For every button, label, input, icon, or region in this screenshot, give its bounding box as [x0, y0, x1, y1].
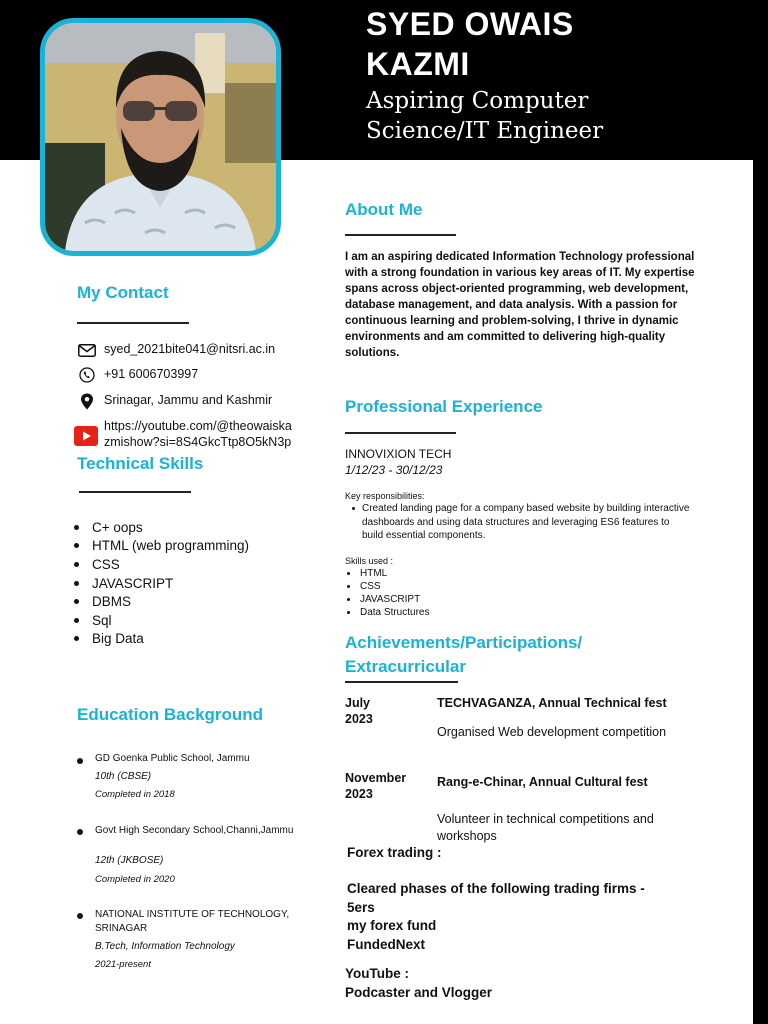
education-school: GD Goenka Public School, Jammu: [95, 753, 250, 764]
achievement-month: July: [345, 696, 371, 710]
experience-heading: Professional Experience: [345, 397, 543, 416]
skills-list: [74, 518, 249, 648]
experience-divider: [345, 432, 456, 434]
achievements-divider: [345, 681, 458, 683]
forex-block: [347, 880, 645, 954]
education-level: 10th (CBSE): [95, 771, 152, 782]
experience-dates: 1/12/23 - 30/12/23: [345, 463, 443, 477]
skill-item: Sql: [74, 611, 249, 630]
contact-divider: [77, 322, 189, 324]
skills-used-item: HTML: [347, 567, 429, 580]
achievement-year: 2023: [345, 787, 373, 801]
education-level: 12th (JKBOSE): [95, 855, 164, 866]
achievement-year: 2023: [345, 712, 373, 726]
achievement-date: [345, 770, 406, 802]
contact-email[interactable]: syed_2021bite041@nitsri.ac.in: [104, 342, 276, 356]
forex-firm: my forex fund: [347, 918, 437, 933]
contact-phone[interactable]: +91 6006703997: [104, 367, 199, 381]
skill-item: HTML (web programming): [74, 537, 249, 556]
skill-item: DBMS: [74, 592, 249, 611]
education-item: [77, 752, 250, 802]
skills-heading: Technical Skills: [77, 454, 204, 473]
contact-location: Srinagar, Jammu and Kashmir: [104, 393, 273, 407]
youtube-link-line-1: https://youtube.com/@theowaiska: [104, 419, 292, 433]
contact-youtube-link[interactable]: [104, 418, 292, 450]
education-item: [77, 824, 293, 887]
bullet-dot: [77, 913, 83, 919]
responsibilities-label: Key responsibilities:: [345, 491, 425, 501]
education-status: 2021-present: [95, 959, 151, 970]
contact-phone-row: [76, 366, 198, 384]
skills-used-item: CSS: [347, 580, 429, 593]
skill-item: Big Data: [74, 630, 249, 649]
name-line-1: SYED OWAIS: [366, 6, 574, 42]
skill-item: JAVASCRIPT: [74, 574, 249, 593]
achievement-month: November: [345, 771, 407, 785]
profile-photo: [40, 18, 281, 256]
skills-divider: [79, 491, 191, 493]
role-title: [366, 86, 603, 146]
education-status: Completed in 2020: [95, 874, 175, 885]
education-school-line-1: NATIONAL INSTITUTE OF TECHNOLOGY,: [95, 909, 290, 920]
education-status: Completed in 2018: [95, 789, 175, 800]
achievements-heading: [345, 631, 582, 679]
about-paragraph: I am an aspiring dedicated Information Technology professional with a strong foundation in various key areas of IT. My expertise spans across object-oriented programming, web development, database management, and data analysis. With a passion for continuous learning and problem-solving, I thrive in dynamic environments and am committed to delivering high-quality solutions.: [345, 251, 695, 359]
education-item: [77, 908, 289, 972]
achievement-date: [345, 695, 373, 727]
skill-item: C+ oops: [74, 518, 249, 537]
experience-company: INNOVIXION TECH: [345, 447, 452, 461]
youtube-description: Podcaster and Vlogger: [345, 984, 493, 1000]
forex-label: Forex trading :: [347, 845, 442, 860]
contact-heading: My Contact: [77, 283, 169, 302]
achievements-heading-line-2: Extracurricular: [345, 657, 466, 676]
location-pin-icon: [76, 392, 98, 410]
skills-used-list: [347, 567, 429, 619]
phone-icon: [76, 366, 98, 384]
contact-email-row: [76, 341, 275, 359]
education-school: Govt High Secondary School,Channi,Jammu: [95, 825, 294, 836]
responsibility-item: Created landing page for a company based website by building interactive dashboards and using data structures and leveraging ES6 features to build essential components.: [362, 502, 692, 543]
education-level: B.Tech, Information Technology: [95, 941, 235, 952]
youtube-label: YouTube :: [345, 966, 409, 981]
about-heading: About Me: [345, 200, 423, 219]
email-icon: [76, 341, 98, 359]
profile-photo-illustration: [45, 23, 276, 251]
bullet-dot: [77, 758, 83, 764]
forex-firm: FundedNext: [347, 936, 426, 952]
skills-used-label: Skills used :: [345, 556, 394, 566]
forex-description: Cleared phases of the following trading firms -: [347, 881, 645, 896]
youtube-block: [345, 965, 492, 1002]
role-line-2: Science/IT Engineer: [366, 118, 604, 144]
youtube-icon: [74, 426, 98, 446]
role-line-1: Aspiring Computer: [366, 88, 589, 114]
achievements-heading-line-1: Achievements/Participations/: [345, 633, 583, 652]
about-divider: [345, 234, 456, 236]
contact-youtube-row: [74, 418, 292, 450]
forex-firm: 5ers: [347, 899, 375, 915]
achievement-title: Rang-e-Chinar, Annual Cultural fest: [437, 775, 648, 789]
bullet-dot: [77, 829, 83, 835]
contact-location-row: [76, 392, 272, 410]
skills-used-item: JAVASCRIPT: [347, 593, 429, 606]
education-heading: Education Background: [77, 705, 264, 724]
skill-item: CSS: [74, 555, 249, 574]
education-school-line-2: SRINAGAR: [95, 923, 148, 934]
achievement-description: Organised Web development competition: [437, 725, 667, 739]
youtube-link-line-2: zmishow?si=8S4GkcTtp8O5kN3p: [104, 435, 292, 449]
achievement-title: TECHVAGANZA, Annual Technical fest: [437, 696, 667, 710]
name-line-2: KAZMI: [366, 46, 470, 82]
achievement-description: Volunteer in technical competitions and workshops: [437, 812, 654, 843]
full-name: [366, 4, 574, 84]
skills-used-item: Data Structures: [347, 606, 429, 619]
